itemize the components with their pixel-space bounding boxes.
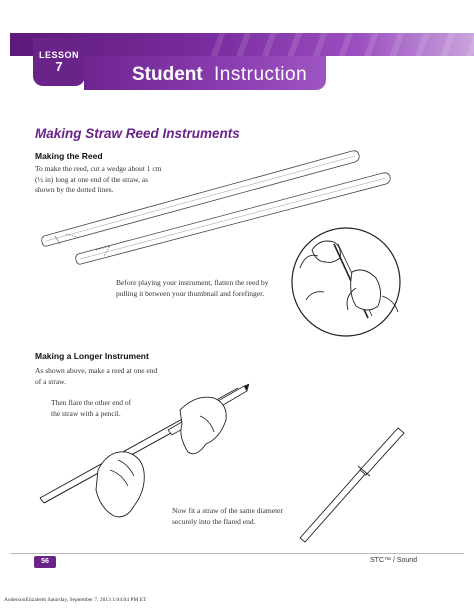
section-heading-making-reed: Making the Reed: [35, 151, 103, 161]
flare-caption: [51, 398, 191, 419]
section2-text: [35, 366, 195, 387]
text-line: Then flare the other end of: [51, 398, 132, 407]
text-line: (½ in) long at one end of the straw, as: [35, 174, 149, 184]
lesson-number: 7: [55, 59, 63, 74]
footer-divider: [10, 553, 464, 554]
flatten-reed-inset: [292, 228, 400, 336]
text-line: As shown above, make a reed at one end: [35, 366, 158, 375]
flatten-caption: [116, 278, 306, 299]
text-line: To make the reed, cut a wedge about 1 cm: [35, 164, 162, 173]
fit-straw-caption: [172, 506, 332, 527]
text-line: shown by the dotted lines.: [35, 185, 114, 194]
text-line: Now fit a straw of the same diameter: [172, 506, 284, 515]
text-line: of a straw.: [35, 376, 66, 386]
section-heading-longer-instrument: Making a Longer Instrument: [35, 351, 149, 361]
page-title-regular: Instruction: [214, 64, 308, 85]
footer-series: STC™ / Sound: [370, 557, 418, 564]
text-line: pulling it between your thumbnail and forefinger.: [116, 288, 265, 298]
text-line: the straw with a pencil.: [51, 408, 121, 418]
main-heading: Making Straw Reed Instruments: [35, 126, 240, 141]
lesson-label: LESSON: [38, 50, 79, 60]
page-title-bold: Student: [132, 64, 203, 85]
text-line: Before playing your instrument, flatten the reed by: [116, 278, 269, 287]
text-line: securely into the flared end.: [172, 516, 256, 526]
print-info: AndersonElizabeth Saturday, September 7, 2013 1:04:04 PM ET: [4, 597, 147, 603]
page-number-badge: 56: [34, 556, 56, 568]
